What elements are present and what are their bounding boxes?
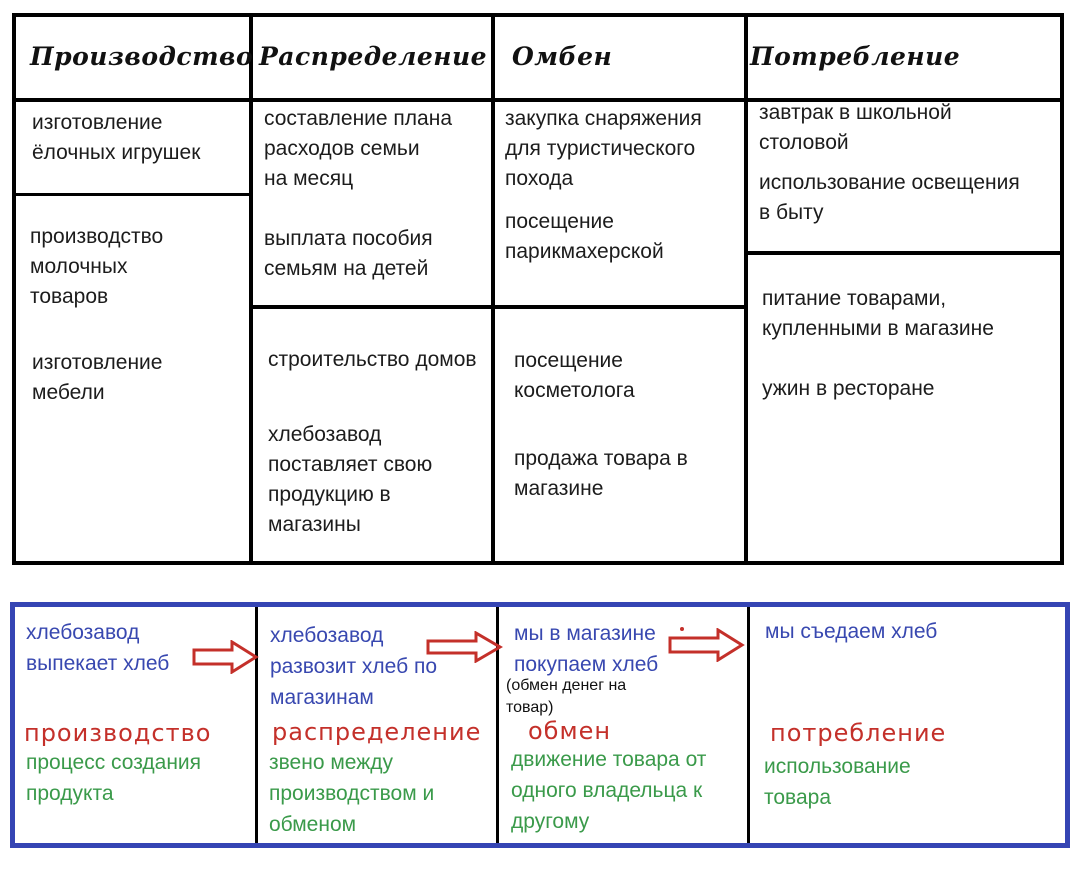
distribution-item: строительство домов	[268, 348, 477, 371]
table-border-right	[1060, 14, 1064, 564]
consumption-example: мы съедаем хлеб	[765, 620, 938, 643]
consumption-item: ужин в ресторане	[762, 377, 935, 400]
production-item: производство молочных товаров	[30, 225, 164, 308]
table-border-bottom	[12, 561, 1064, 565]
table-divider-3	[744, 14, 748, 564]
arrow-right-icon	[668, 628, 746, 662]
distribution-exchange-row-divider	[249, 305, 747, 309]
exchange-item: посещение косметолога	[514, 349, 635, 402]
consumption-item: завтрак в школьной столовой	[759, 101, 952, 154]
distribution-example: хлебозавод развозит хлеб по магазинам	[270, 624, 438, 709]
table-divider-2	[491, 14, 495, 564]
consumption-term: потребление	[770, 719, 947, 747]
dot-mark	[680, 627, 684, 631]
production-item: изготовление ёлочных игрушек	[32, 111, 201, 164]
production-row-divider	[12, 193, 251, 196]
header-consumption: Потребление	[750, 42, 961, 71]
production-example: хлебозавод выпекает хлеб	[26, 621, 170, 675]
consumption-item: использование освещения в быту	[759, 171, 1020, 224]
exchange-item: продажа товара в магазине	[514, 447, 688, 500]
arrow-right-icon	[426, 631, 504, 663]
table-border-top	[12, 13, 1064, 17]
production-definition: процесс создания продукта	[26, 751, 202, 805]
header-exchange: Омбен	[512, 42, 613, 71]
exchange-term: обмен	[528, 717, 612, 745]
exchange-example: мы в магазине покупаем хлеб	[514, 622, 659, 676]
panel-border-bottom	[10, 843, 1070, 848]
distribution-item: составление плана расходов семьи на месяц	[264, 107, 453, 190]
panel-divider-3	[747, 607, 750, 843]
distribution-definition: звено между производством и обменом	[269, 751, 435, 836]
exchange-note: (обмен денег на товар)	[506, 677, 627, 716]
panel-border-top	[10, 602, 1070, 607]
exchange-item: закупка снаряжения для туристического похода	[505, 107, 702, 190]
production-term: производство	[24, 719, 212, 747]
panel-border-right	[1065, 602, 1070, 848]
consumption-row-divider	[744, 251, 1064, 255]
exchange-definition: движение товара от одного владельца к другому	[511, 748, 707, 833]
table-border-left	[12, 14, 16, 564]
exchange-item: посещение парикмахерской	[505, 210, 664, 263]
table-divider-1	[249, 14, 253, 564]
consumption-item: питание товарами, купленными в магазине	[762, 287, 994, 340]
header-distribution: Распределение	[259, 42, 488, 71]
header-production: Производство	[30, 42, 254, 71]
distribution-term: распределение	[272, 718, 482, 746]
bread-example-panel	[0, 600, 1080, 860]
arrow-right-icon	[192, 640, 260, 674]
consumption-definition: использование товара	[764, 755, 911, 809]
production-item: изготовление мебели	[32, 351, 163, 404]
distribution-item: выплата пособия семьям на детей	[264, 227, 433, 280]
panel-border-left	[10, 602, 15, 848]
distribution-item: хлебозавод поставляет свою продукцию в магазины	[268, 423, 433, 536]
